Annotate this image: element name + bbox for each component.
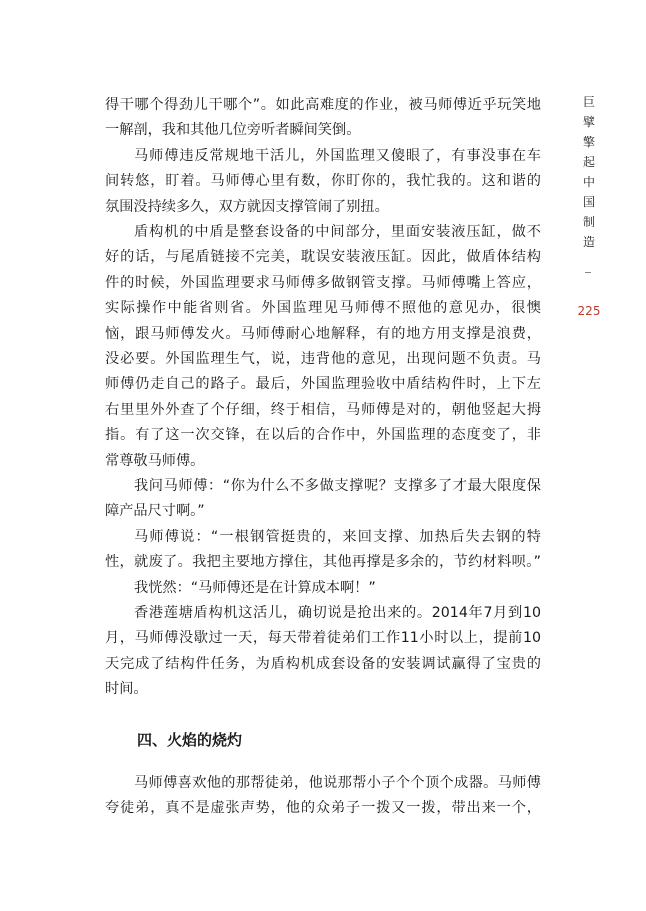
text-line: 右里里外外查了个仔细，终于相信，马师傅是对的，朝他竖起大拇 xyxy=(105,401,541,418)
text-line: 指。有了这一次交锋，在以后的合作中，外国监理的态度变了，非 xyxy=(105,427,541,444)
text-line: 马师傅说：“一根钢管挺贵的，来回支撑、加热后失去钢的特 xyxy=(134,528,541,545)
text-line: 盾构机的中盾是整套设备的中间部分，里面安装液压缸，做不 xyxy=(134,224,541,240)
running-title xyxy=(580,92,598,252)
running-title-char: 擘 xyxy=(582,115,595,129)
text-line: 好的话，与尾盾链接不完美，耽误安装液压缸。因此，做盾体结构 xyxy=(105,249,541,266)
text-line: 恼，跟马师傅发火。马师傅耐心地解释，有的地方用支撑是浪费， xyxy=(105,325,541,342)
text-line: 时间。 xyxy=(105,681,148,698)
title-separator xyxy=(585,272,591,273)
text-line: 我恍然：“马师傅还是在计算成本啊！” xyxy=(134,579,376,596)
text-line: 月，马师傅没歇过一天，每天带着徒弟们工作11小时以上，提前10 xyxy=(105,630,541,647)
text-line: 件的时候，外国监理要求马师傅多做钢管支撑。马师傅嘴上答应， xyxy=(105,274,541,291)
text-line: 常尊敬马师傅。 xyxy=(105,452,205,469)
text-line: 我问马师傅：“你为什么不多做支撑呢？支撑多了才最大限度保 xyxy=(134,478,541,494)
text-line: 马师傅违反常规地干活儿，外国监理又傻眼了，有事没事在车 xyxy=(134,147,541,164)
text-line: 实际操作中能省则省。外国监理见马师傅不照他的意见办，很懊 xyxy=(105,300,541,317)
text-line: 氛围没持续多久，双方就因支撑管闹了别扭。 xyxy=(105,198,389,215)
text-line: 马师傅喜欢他的那帮徒弟，他说那帮小子个个顶个成器。马师傅 xyxy=(134,775,541,791)
text-line: 没必要。外国监理生气，说，违背他的意见，出现问题不负责。马 xyxy=(105,351,541,367)
text-line: 得干哪个得劲儿干哪个”。如此高难度的作业，被马师傅近乎玩笑地 xyxy=(105,97,541,113)
running-title-char: 起 xyxy=(582,155,595,169)
section-heading: 四、火焰的烧灼 xyxy=(137,731,243,749)
text-line: 一解剖，我和其他几位旁听者瞬间笑倒。 xyxy=(105,122,361,139)
running-title-char: 造 xyxy=(582,235,595,249)
text-line: 天完成了结构件任务，为盾构机成套设备的安装调试赢得了宝贵的 xyxy=(105,655,541,672)
running-title-char: 中 xyxy=(582,175,595,189)
text-line: 间转悠，盯着。马师傅心里有数，你盯你的，我忙我的。这和谐的 xyxy=(105,173,541,190)
running-title-char: 制 xyxy=(582,215,595,229)
running-title-char: 巨 xyxy=(582,95,595,109)
running-title-char: 擎 xyxy=(582,135,595,149)
text-line: 性，就废了。我把主要地方撑住，其他再撑是多余的，节约材料呗。” xyxy=(105,554,541,571)
text-line: 障产品尺寸啊。” xyxy=(105,503,205,520)
text-line: 师傅仍走自己的路子。最后，外国监理验收中盾结构件时，上下左 xyxy=(105,376,541,393)
running-title-char: 国 xyxy=(582,195,595,209)
text-line: 香港莲塘盾构机这活儿，确切说是抢出来的。2014年7月到10 xyxy=(134,605,541,621)
page-number: 225 xyxy=(577,304,601,318)
text-line: 夸徒弟，真不是虚张声势，他的众弟子一拨又一拨，带出来一个， xyxy=(105,800,541,817)
